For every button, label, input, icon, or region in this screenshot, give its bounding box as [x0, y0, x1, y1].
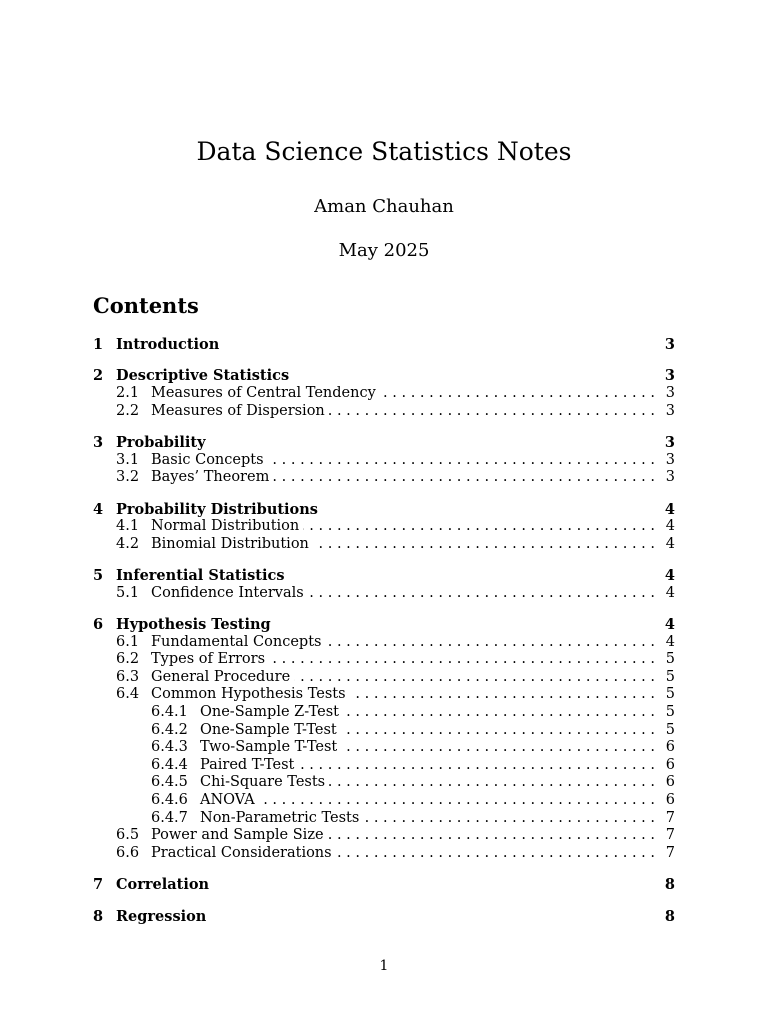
toc-entry-title: Correlation	[116, 876, 210, 894]
toc-entry-title: Basic Concepts	[151, 451, 264, 468]
toc-section[interactable]	[93, 501, 675, 519]
toc-entry-page: 4	[665, 518, 675, 535]
toc-entry-number: 6.4.4	[151, 756, 188, 773]
toc-entry-title: Types of Errors	[151, 651, 266, 668]
dot-leader	[328, 827, 655, 845]
dot-leader	[298, 757, 655, 775]
toc-subsubsection[interactable]	[93, 792, 675, 810]
toc-entry-page: 5	[665, 686, 675, 703]
toc-entry-page: 3	[665, 451, 675, 468]
toc-entry-page: 5	[665, 651, 675, 668]
toc-entry-number: 3	[93, 433, 104, 451]
toc-subsection[interactable]	[93, 669, 675, 687]
toc-subsection[interactable]	[93, 827, 675, 845]
toc-entry-title: Introduction	[116, 336, 220, 353]
toc-entry-page: 6	[665, 792, 675, 809]
toc-entry-page: 7	[665, 827, 675, 844]
toc-entry-title: Bayes’ Theorem	[151, 469, 270, 486]
dot-leader	[313, 536, 655, 554]
dot-leader	[329, 774, 655, 792]
toc-entry-page: 4	[664, 567, 675, 585]
author-name: Aman Chauhan	[314, 196, 454, 217]
toc-entry-title: Hypothesis Testing	[116, 616, 271, 634]
dot-leader	[268, 452, 655, 470]
toc-entry-number: 7	[93, 876, 104, 894]
toc-entry-number: 2	[93, 367, 104, 385]
toc-section[interactable]	[93, 434, 675, 452]
dot-leader	[350, 686, 655, 704]
dot-leader	[259, 792, 655, 810]
dot-leader	[329, 403, 655, 421]
toc-entry-number: 1	[93, 336, 104, 353]
toc-entry-page: 5	[665, 704, 675, 721]
toc-entry-number: 6.2	[116, 651, 140, 668]
toc-subsection[interactable]	[93, 518, 675, 536]
toc-subsection[interactable]	[93, 651, 675, 669]
toc-section[interactable]	[93, 876, 675, 894]
toc-entry-page: 5	[665, 721, 675, 738]
toc-entry-title: One-Sample Z-Test	[200, 704, 339, 721]
toc-entry-title: ANOVA	[200, 792, 255, 809]
toc-entry-number: 5	[93, 567, 104, 585]
dot-leader	[308, 585, 655, 603]
toc-entry-page: 5	[665, 668, 675, 685]
toc-entry-page: 8	[664, 876, 675, 894]
toc-entry-title: Fundamental Concepts	[151, 633, 322, 650]
toc-entry-number: 6	[93, 616, 104, 634]
toc-entry-title: Inferential Statistics	[116, 567, 285, 585]
toc-entry-number: 2.2	[116, 402, 140, 419]
toc-subsection[interactable]	[93, 403, 675, 421]
toc-subsubsection[interactable]	[93, 722, 675, 740]
toc-entry-number: 6.4.7	[151, 809, 188, 826]
toc-entry-number: 6.6	[116, 844, 140, 861]
toc-entry-page: 3	[665, 384, 675, 401]
document-date: May 2025	[338, 240, 430, 261]
toc-entry-title: Confidence Intervals	[151, 584, 304, 601]
toc-entry-page: 4	[665, 633, 675, 650]
dot-leader	[363, 810, 655, 828]
toc-entry-number: 6.4.3	[151, 739, 188, 756]
toc-entry-page: 6	[665, 739, 675, 756]
toc-subsubsection[interactable]	[93, 757, 675, 775]
toc-entry-page: 3	[665, 402, 675, 419]
toc-entry-number: 6.4	[116, 686, 140, 703]
toc-entry-title: Common Hypothesis Tests	[151, 686, 346, 703]
dot-leader	[273, 469, 655, 487]
toc-entry-title: General Procedure	[151, 668, 291, 685]
toc-entry-number: 4	[93, 500, 104, 518]
contents-heading: Contents	[93, 293, 199, 318]
toc-entry-page: 3	[664, 367, 675, 385]
toc-subsection[interactable]	[93, 469, 675, 487]
toc-entry-title: Descriptive Statistics	[116, 367, 290, 385]
toc-entry-page: 7	[665, 809, 675, 826]
toc-subsubsection[interactable]	[93, 810, 675, 828]
toc-entry-title: Paired T-Test	[200, 756, 295, 773]
toc-entry-number: 6.3	[116, 668, 140, 685]
dot-leader	[336, 845, 655, 863]
dot-leader	[341, 722, 655, 740]
toc-entry-number: 6.4.5	[151, 774, 188, 791]
toc-entry-page: 6	[665, 756, 675, 773]
dot-leader	[380, 385, 655, 403]
toc-entry-number: 5.1	[116, 584, 140, 601]
page-number: 1	[379, 958, 389, 974]
toc-subsection[interactable]	[93, 585, 675, 603]
toc-subsection[interactable]	[93, 845, 675, 863]
toc-entry-number: 4.1	[116, 518, 140, 535]
toc-section[interactable]	[93, 567, 675, 585]
document-title: Data Science Statistics Notes	[196, 137, 572, 166]
dot-leader	[303, 518, 655, 536]
toc-entry-page: 3	[664, 433, 675, 451]
toc-subsubsection[interactable]	[93, 774, 675, 792]
toc-entry-page: 8	[664, 907, 675, 925]
toc-entry-title: Practical Considerations	[151, 844, 332, 861]
toc-entry-title: Non-Parametric Tests	[200, 809, 360, 826]
toc-subsection[interactable]	[93, 686, 675, 704]
dot-leader	[269, 651, 655, 669]
toc-entry-title: Probability Distributions	[116, 500, 318, 518]
toc-entry-title: Normal Distribution	[151, 518, 300, 535]
toc-entry-number: 6.4.1	[151, 704, 188, 721]
toc-entry-number: 6.4.2	[151, 721, 188, 738]
toc-entry-page: 4	[664, 500, 675, 518]
toc-entry-title: Measures of Central Tendency	[151, 384, 376, 401]
toc-entry-number: 3.2	[116, 469, 140, 486]
toc-entry-number: 6.1	[116, 633, 140, 650]
toc-subsubsection[interactable]	[93, 739, 675, 757]
toc-entry-number: 8	[93, 907, 104, 925]
dot-leader	[294, 669, 655, 687]
toc-entry-page: 3	[664, 336, 675, 353]
toc-subsection[interactable]	[93, 634, 675, 652]
toc-section[interactable]	[93, 908, 675, 926]
toc-section[interactable]	[93, 616, 675, 634]
dot-leader	[325, 634, 655, 652]
toc-entry-page: 4	[664, 616, 675, 634]
table-of-contents	[93, 336, 675, 925]
toc-subsection[interactable]	[93, 536, 675, 554]
toc-subsection[interactable]	[93, 385, 675, 403]
toc-entry-title: Measures of Dispersion	[151, 402, 325, 419]
toc-entry-title: One-Sample T-Test	[200, 721, 337, 738]
toc-entry-title: Binomial Distribution	[151, 535, 309, 552]
dot-leader	[343, 704, 655, 722]
toc-entry-page: 6	[665, 774, 675, 791]
toc-entry-page: 3	[665, 469, 675, 486]
toc-subsection[interactable]	[93, 452, 675, 470]
toc-entry-number: 6.4.6	[151, 792, 188, 809]
toc-entry-number: 6.5	[116, 827, 140, 844]
toc-entry-title: Power and Sample Size	[151, 827, 324, 844]
toc-subsubsection[interactable]	[93, 704, 675, 722]
toc-entry-page: 7	[665, 844, 675, 861]
toc-section[interactable]	[93, 367, 675, 385]
toc-entry-title: Chi-Square Tests	[200, 774, 326, 791]
toc-entry-title: Probability	[116, 433, 206, 451]
toc-entry-page: 4	[665, 535, 675, 552]
toc-entry-title: Two-Sample T-Test	[200, 739, 338, 756]
dot-leader	[341, 739, 655, 757]
toc-section[interactable]	[93, 336, 675, 354]
toc-entry-page: 4	[665, 584, 675, 601]
toc-entry-number: 2.1	[116, 384, 140, 401]
toc-entry-number: 4.2	[116, 535, 140, 552]
toc-entry-title: Regression	[116, 907, 207, 925]
toc-entry-number: 3.1	[116, 451, 140, 468]
